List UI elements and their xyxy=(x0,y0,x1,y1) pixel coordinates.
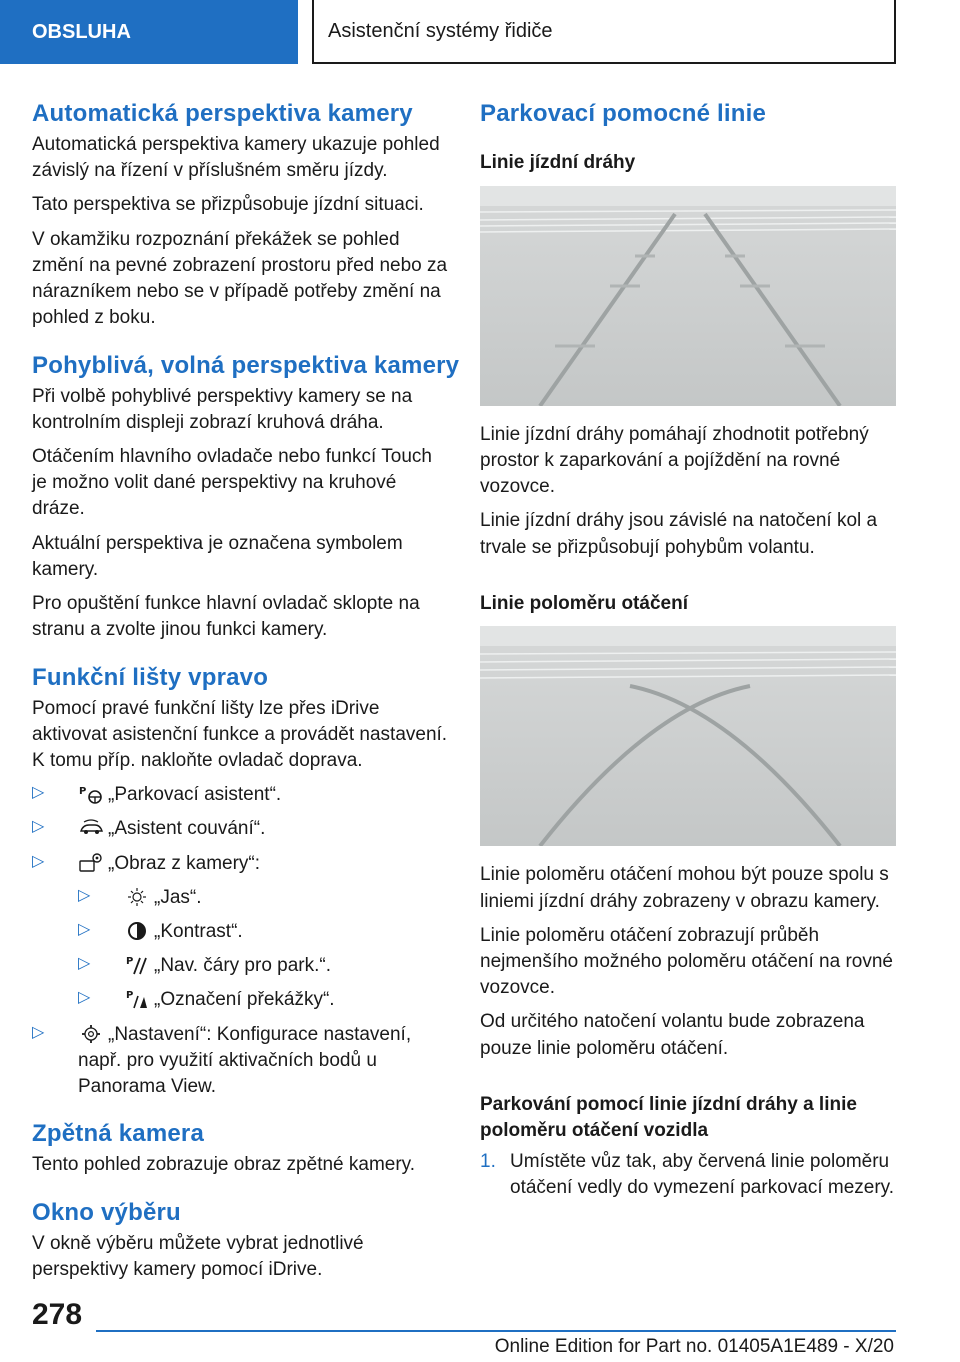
section-title: Pohyblivá, volná perspektiva kamery xyxy=(32,351,460,379)
sun-icon xyxy=(124,886,150,908)
parking-steering-icon xyxy=(78,783,104,805)
list-item-text: „Nastavení“: Konfigurace nastavení, např. pro využití aktivačních bodů u Panorama View. xyxy=(78,1023,412,1098)
list-item xyxy=(32,851,448,1014)
list-item-text: „Kontrast“. xyxy=(154,921,243,943)
camera-gear-icon xyxy=(78,852,104,874)
subsection-heading: Linie poloměru otáčení xyxy=(480,592,688,614)
step-list xyxy=(480,1149,896,1201)
section-selection-window xyxy=(32,1199,448,1283)
svg-text:P: ▷ P xyxy=(126,990,134,1002)
list-item xyxy=(78,885,448,911)
section-title: Automatická perspektiva kamery xyxy=(32,100,413,127)
paragraph: Linie jízdní dráhy jsou závislé na natočení kol a trvale se přizpůsobují pohybům volantu. xyxy=(480,510,878,558)
paragraph: Při volbě pohyblivé perspektivy kamery se na kontrolním displeji zobrazí kruhová dráha. xyxy=(32,385,413,433)
footer-divider xyxy=(96,1330,896,1332)
list-item-text: „Jas“. xyxy=(154,886,202,908)
section-title: Okno výběru xyxy=(32,1198,181,1226)
list-item xyxy=(32,1022,448,1101)
paragraph: Pro opuštění funkce hlavní ovladač sklopte na stranu a zvolte jinou funkci kamery. xyxy=(32,593,420,641)
section-auto-perspective xyxy=(32,100,448,332)
paragraph: Linie poloměru otáčení zobrazují průběh nejmenšího možného poloměru otáčení na rovné vozovce. xyxy=(480,924,893,999)
parking-lines-icon xyxy=(124,954,150,976)
list-item xyxy=(32,782,448,808)
step-text: Umístěte vůz tak, aby červená linie poloměru otáčení vedly do vymezení parkovací mezery. xyxy=(510,1151,895,1199)
obstacle-marking-icon xyxy=(124,988,150,1010)
paragraph: Aktuální perspektiva je označena symbolem kamery. xyxy=(32,532,403,580)
section-title: Zpětná kamera xyxy=(32,1120,205,1148)
list-item-text: „Označení překážky“. xyxy=(154,989,335,1011)
contrast-icon xyxy=(124,920,150,942)
subsection-heading: Linie jízdní dráhy xyxy=(480,152,636,173)
section-title: Parkovací pomocné linie xyxy=(480,100,767,127)
paragraph: Linie poloměru otáčení mohou být pouze spolu s liniemi jízdní dráhy zobrazeny v obrazu kamery. xyxy=(480,864,889,912)
paragraph: V okamžiku rozpoznání překážek se pohled změní na pevné zobrazení prostoru před nebo za nárazníkem nebo se v případě potřeby změní na pohled z boku. xyxy=(32,228,448,329)
list-item-text: „Parkovací asistent“. xyxy=(108,784,282,806)
paragraph: Linie jízdní dráhy pomáhají zhodnotit potřebný prostor k zaparkování a pojíždění na rovné vozovce. xyxy=(480,423,869,498)
paragraph: Od určitého natočení volantu bude zobrazena pouze linie poloměru otáčení. xyxy=(480,1011,865,1059)
paragraph: V okně výběru můžete vybrat jednotlivé perspektivy kamery pomocí iDrive. xyxy=(32,1232,364,1280)
footer-edition: Online Edition for Part no. 01405A1E489 - X/20 xyxy=(494,1336,894,1357)
list-item-text: „Nav. čáry pro park.“. xyxy=(154,955,332,977)
list-item xyxy=(78,953,448,979)
paragraph: Tato perspektiva se přizpůsobuje jízdní situaci. xyxy=(32,194,424,216)
list-item xyxy=(32,816,448,842)
paragraph: Otáčením hlavního ovladače nebo funkcí Touch je možno volit dané perspektivy na kruhové dráze. xyxy=(32,445,432,520)
svg-text:P: ▷ P xyxy=(79,786,87,798)
function-list xyxy=(32,782,448,1100)
list-item-text: „Asistent couvání“. xyxy=(108,818,266,840)
section-rear-camera xyxy=(32,1120,448,1178)
section-tab: OBSLUHA xyxy=(0,0,298,64)
lane-lines-illustration xyxy=(480,186,896,406)
paragraph: Automatická perspektiva kamery ukazuje pohled závislý na řízení v příslušném směru jízdy. xyxy=(32,134,440,182)
list-item-text: „Obraz z kamery“: xyxy=(108,852,261,874)
svg-text:P: ▷ P xyxy=(126,956,134,968)
section-title: Funkční lišty vpravo xyxy=(32,663,269,691)
subsection-heading: Parkování pomocí linie jízdní dráhy a linie poloměru otáčení vozidla xyxy=(480,1093,857,1141)
car-reverse-icon xyxy=(78,817,104,839)
section-function-bar xyxy=(32,664,448,1101)
gear-icon xyxy=(78,1023,104,1045)
paragraph: Tento pohled zobrazuje obraz zpětné kamery. xyxy=(32,1154,416,1176)
section-free-perspective xyxy=(32,351,460,644)
list-item xyxy=(78,987,448,1013)
chapter-title: Asistenční systémy řidiče xyxy=(312,0,896,64)
step-item xyxy=(480,1149,896,1201)
list-item xyxy=(78,919,448,945)
turning-radius-illustration xyxy=(480,626,896,846)
paragraph: Pomocí pravé funkční lišty lze přes iDrive aktivovat asistenční funkce a provádět nastavení. K tomu příp. nakloňte ovladač doprava. xyxy=(32,697,448,771)
step-number: 1. xyxy=(480,1151,496,1173)
camera-sub-list xyxy=(78,885,448,1014)
left-column xyxy=(32,100,460,1291)
right-column xyxy=(480,100,896,1202)
page-number: 278 xyxy=(32,1298,83,1331)
